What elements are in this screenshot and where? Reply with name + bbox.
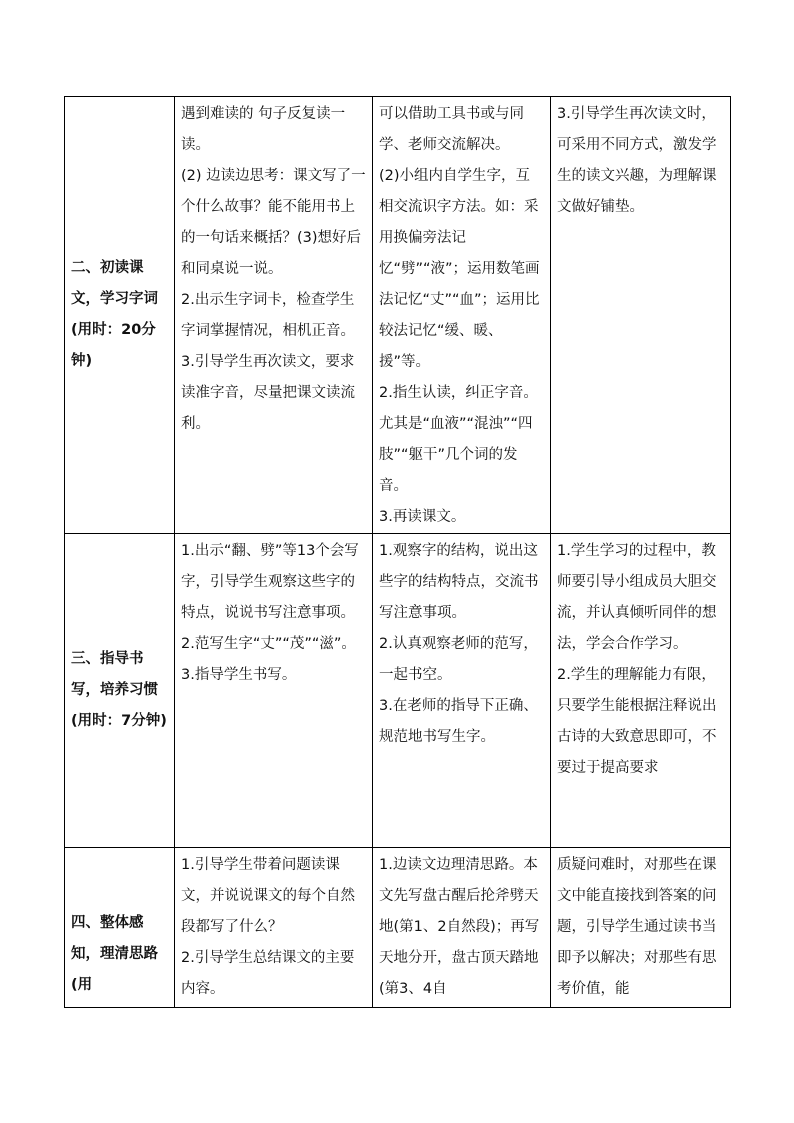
list-item: 3.引导学生再次读文，要求读准字音，尽量把课文读流利。 [181,354,355,432]
design-notes-cell [551,534,731,848]
list-item: 3.指导学生书写。 [181,667,297,683]
list-item: 1.引导学生带着问题读课文，并说说课文的每个自然段都写了什么？ [181,857,355,935]
stage-cell: 二、初读课文，学习字词(用时：20分钟) [65,97,175,534]
list-item: (2)小组内自学生字，互相交流识字方法。如：采用换偏旁法记忆“劈”“液”；运用数笔画法记忆“丈”“血”；运用比较法记忆“缓、暖、援”等。 [379,168,540,370]
list-item: 2.出示生字词卡，检查学生字词掌握情况，相机正音。 [181,292,355,339]
list-item: 1.边读文边理清思路。本文先写盘古醒后抡斧劈天地(第1、2自然段)；再写天地分开，盘古顶天踏地(第3、4自 [379,857,540,997]
list-item: 3.再读课文。 [379,509,466,525]
table-row [65,97,731,534]
list-item: 3.在老师的指导下正确、规范地书写生字。 [379,698,538,745]
list-item: (2) 边读边思考：课文写了一个什么故事？能不能用书上的一句话来概括？(3)想好后和同桌说一说。 [181,168,366,277]
teacher-activity-cell [175,848,373,1008]
list-item: 1.观察字的结构，说出这些字的结构特点，交流书写注意事项。 [379,543,539,621]
list-item: 2.认真观察老师的范写，一起书空。 [379,636,538,683]
list-item: 2.范写生字“丈”“茂”“滋”。 [181,636,356,652]
list-item: 2.引导学生总结课文的主要内容。 [181,950,355,997]
stage-cell: 三、指导书写，培养习惯(用时：7分钟) [65,534,175,848]
student-activity-cell [373,848,551,1008]
list-item: 可以借助工具书或与同学、老师交流解决。 [379,106,524,153]
list-item: 1.出示“翻、劈”等13个会写字，引导学生观察这些字的特点，说说书写注意事项。 [181,543,359,621]
teacher-activity-cell [175,97,373,534]
list-item: 质疑问难时，对那些在课文中能直接找到答案的问题，引导学生通过读书当即予以解决；对那些有思考价值，能 [557,857,717,997]
list-item: 遇到难读的 句子反复读一读。 [181,106,346,153]
design-notes-cell [551,848,731,1008]
list-item: 3.引导学生再次读文时，可采用不同方式，激发学生的读文兴趣，为理解课文做好铺垫。 [557,106,717,215]
list-item: 2.学生的理解能力有限，只要学生能根据注释说出古诗的大致意思即可，不要过于提高要求 [557,667,717,776]
list-item: 1.学生学习的过程中，教师要引导小组成员大胆交流，并认真倾听同伴的想法，学会合作学习。 [557,543,717,652]
table-row [65,848,731,1008]
student-activity-cell [373,97,551,534]
list-item: 2.指生认读，纠正字音。尤其是“血液”“混浊”“四 肢”“躯干”几个词的发音。 [379,385,538,494]
table-row [65,534,731,848]
design-notes-cell [551,97,731,534]
student-activity-cell [373,534,551,848]
stage-cell: 四、整体感知，理清思路(用 [65,848,175,1008]
lesson-plan-table [64,96,731,1008]
teacher-activity-cell [175,534,373,848]
